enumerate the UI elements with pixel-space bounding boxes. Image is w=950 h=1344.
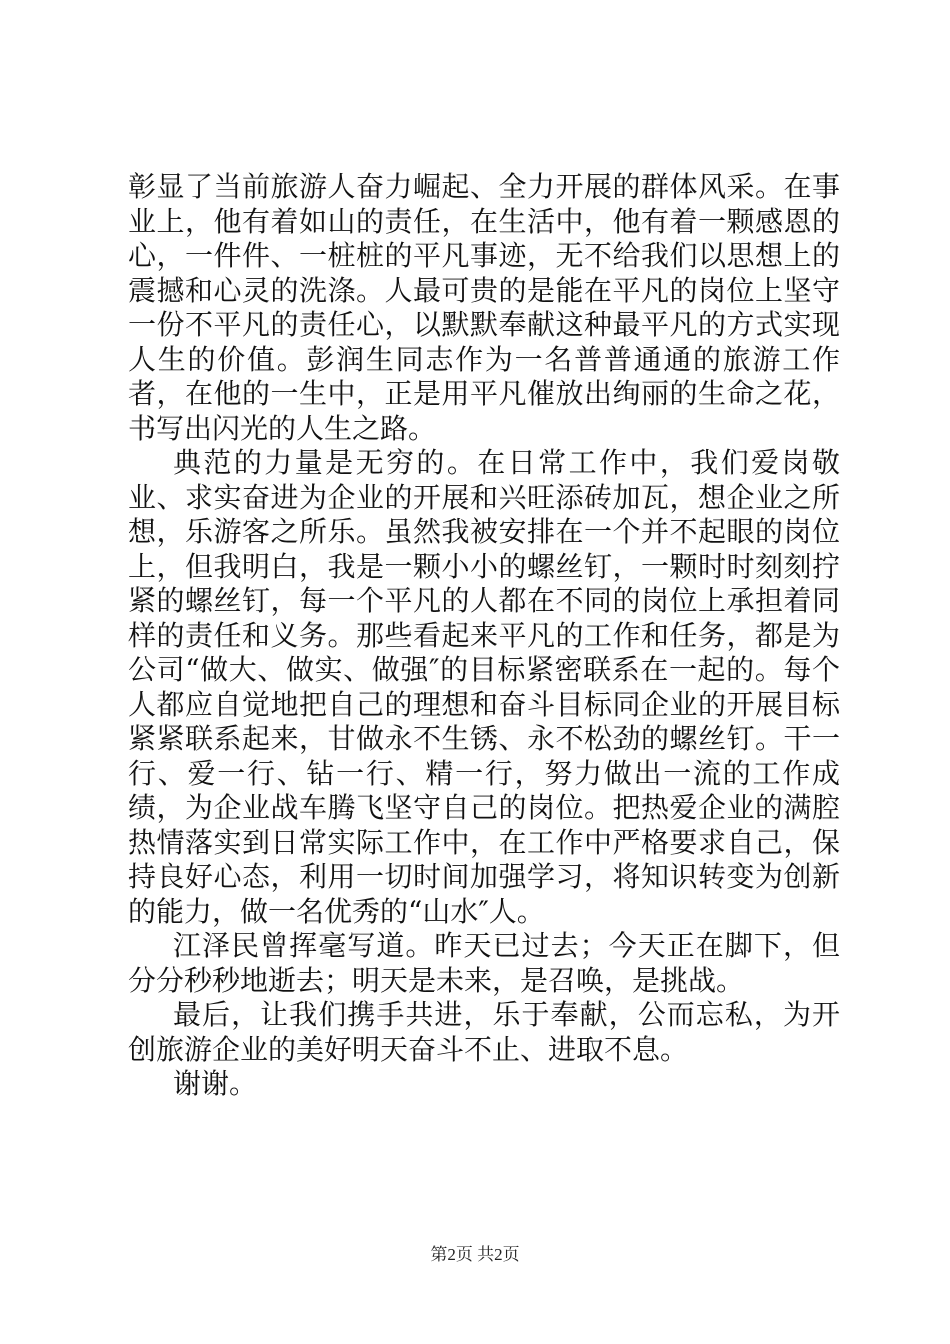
paragraph-4: 最后，让我们携手共进，乐于奉献，公而忘私，为开创旅游企业的美好明天奋斗不止、进取不息。 xyxy=(128,998,840,1066)
paragraph-5: 谢谢。 xyxy=(173,1067,258,1100)
paragraph-1: 彰显了当前旅游人奋力崛起、全力开展的群体风采。在事业上，他有着如山的责任，在生活中，他有着一颗感恩的心，一件件、一桩桩的平凡事迹，无不给我们以思想上的震撼和心灵的洗涤。人最可贵的是能在平凡的岗位上坚守一份不平凡的责任心，以默默奉献这种最平凡的方式实现人生的价值。彭润生同志作为一名普普通通的旅游工作者，在他的一生中，正是用平凡催放出绚丽的生命之花，书写出闪光的人生之路。 xyxy=(128,170,840,445)
page-number-footer: 第2页 共2页 xyxy=(430,1245,520,1264)
paragraph-2: 典范的力量是无穷的。在日常工作中，我们爱岗敬业、求实奋进为企业的开展和兴旺添砖加瓦，想企业之所想，乐游客之所乐。虽然我被安排在一个并不起眼的岗位上，但我明白，我是一颗小小的螺丝钉，一颗时时刻刻拧紧的螺丝钉，每一个平凡的人都在不同的岗位上承担着同样的责任和义务。那些看起来平凡的工作和任务，都是为公司“做大、做实、做强″的目标紧密联系在一起的。每个人都应自觉地把自己的理想和奋斗目标同企业的开展目标紧紧联系起来，甘做永不生锈、永不松劲的螺丝钉。干一行、爱一行、钻一行、精一行，努力做出一流的工作成绩，为企业战车腾飞坚守自己的岗位。把热爱企业的满腔热情落实到日常实际工作中，在工作中严格要求自己，保持良好心态，利用一切时间加强学习，将知识转变为创新的能力，做一名优秀的“山水″人。 xyxy=(128,446,840,928)
paragraph-3: 江泽民曾挥毫写道。昨天已过去；今天正在脚下，但分分秒秒地逝去；明天是未来，是召唤，是挑战。 xyxy=(128,929,840,997)
document-body xyxy=(128,170,840,1102)
